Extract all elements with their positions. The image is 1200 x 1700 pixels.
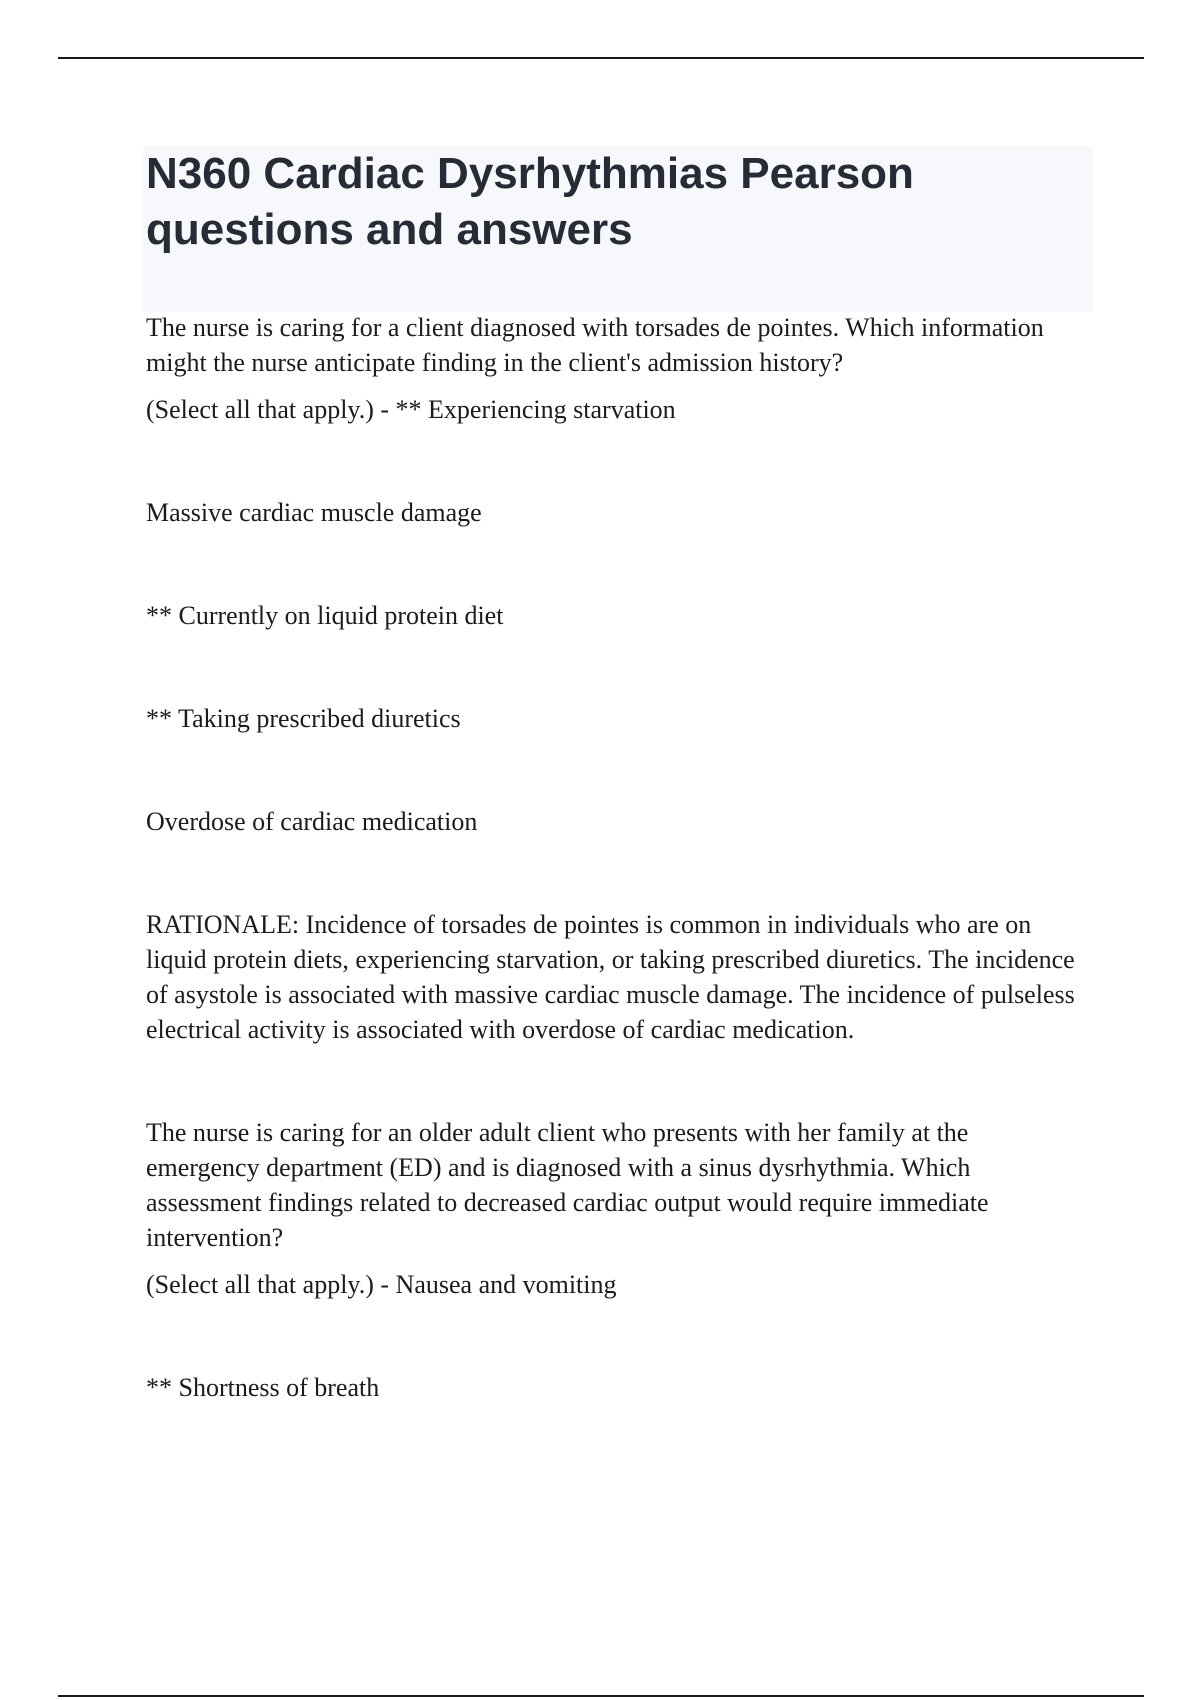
top-rule — [58, 57, 1144, 59]
question-1-option-3: ** Taking prescribed diuretics — [146, 704, 461, 733]
question-2-text: The nurse is caring for an older adult client who presents with her family at the emergency department (ED) and is diagnosed with a sinus dysrhythmia. Which assessment findings related to decreased cardiac output would require immediate intervention? — [146, 1118, 989, 1252]
document-title: N360 Cardiac Dysrhythmias Pearson questions and answers — [146, 149, 914, 254]
question-1-rationale: RATIONALE: Incidence of torsades de pointes is common in individuals who are on liquid protein diets, experiencing starvation, or taking prescribed diuretics. The incidence of asystole is associated with massive cardiac muscle damage. The incidence of pulseless electrical activity is associated with overdose of cardiac medication. — [146, 910, 1075, 1044]
question-2-option-1: ** Shortness of breath — [146, 1373, 380, 1402]
document-body — [146, 310, 1086, 1405]
question-2-select-line: (Select all that apply.) - Nausea and vomiting — [146, 1270, 617, 1299]
question-1-option-4: Overdose of cardiac medication — [146, 807, 478, 836]
question-1-option-1: Massive cardiac muscle damage — [146, 498, 482, 527]
question-1-select-line: (Select all that apply.) - ** Experiencing starvation — [146, 395, 676, 424]
bottom-rule — [58, 1695, 1144, 1697]
question-1-text: The nurse is caring for a client diagnosed with torsades de pointes. Which information might the nurse anticipate finding in the client's admission history? — [146, 313, 1044, 377]
question-1-option-2: ** Currently on liquid protein diet — [146, 601, 504, 630]
